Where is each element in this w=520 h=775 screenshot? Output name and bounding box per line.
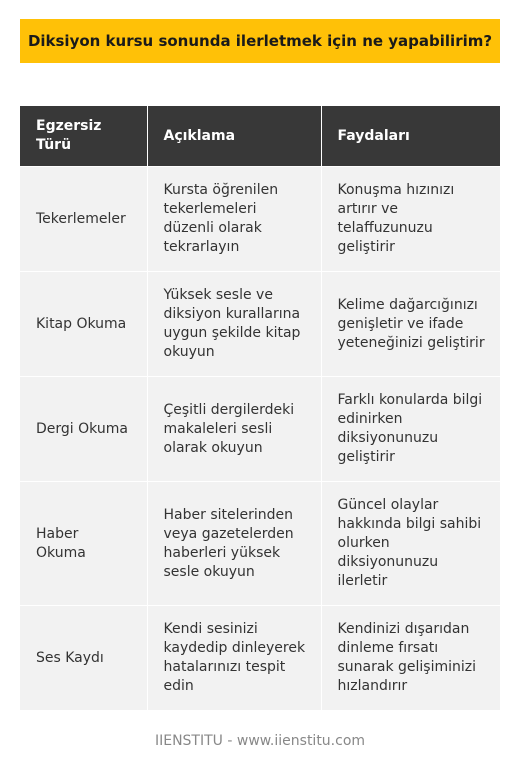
exercise-type-cell: Tekerlemeler xyxy=(20,167,147,272)
benefits-cell: Konuşma hızınızı artırır ve telaffuzunuzu geliştirir xyxy=(321,167,500,272)
table-row xyxy=(20,377,500,482)
page-title-banner xyxy=(20,19,500,63)
exercise-type-cell: Haber Okuma xyxy=(20,482,147,606)
description-cell: Haber sitelerinden veya gazetelerden haberleri yüksek sesle okuyun xyxy=(147,482,321,606)
exercise-type-cell: Ses Kaydı xyxy=(20,606,147,711)
description-cell: Çeşitli dergilerdeki makaleleri sesli olarak okuyun xyxy=(147,377,321,482)
benefits-cell: Kendinizi dışarıdan dinleme fırsatı sunarak gelişiminizi hızlandırır xyxy=(321,606,500,711)
table-header-row xyxy=(20,106,500,167)
exercise-type-cell: Kitap Okuma xyxy=(20,272,147,377)
benefits-cell: Kelime dağarcığınızı genişletir ve ifade yeteneğinizi geliştirir xyxy=(321,272,500,377)
table-row xyxy=(20,272,500,377)
description-cell: Yüksek sesle ve diksiyon kurallarına uygun şekilde kitap okuyun xyxy=(147,272,321,377)
footer-credit: IIENSTITU - www.iienstitu.com xyxy=(154,733,366,749)
description-cell: Kursta öğrenilen tekerlemeleri düzenli olarak tekrarlayın xyxy=(147,167,321,272)
column-header-type: Egzersiz Türü xyxy=(20,106,147,167)
description-cell: Kendi sesinizi kaydedip dinleyerek hatalarınızı tespit edin xyxy=(147,606,321,711)
benefits-cell: Farklı konularda bilgi edinirken diksiyonunuzu geliştirir xyxy=(321,377,500,482)
table-row xyxy=(20,482,500,606)
page-title: Diksiyon kursu sonunda ilerletmek için ne yapabilirim? xyxy=(27,32,493,50)
table-row xyxy=(20,606,500,711)
column-header-description: Açıklama xyxy=(147,106,321,167)
exercise-type-cell: Dergi Okuma xyxy=(20,377,147,482)
table-row xyxy=(20,167,500,272)
benefits-cell: Güncel olaylar hakkında bilgi sahibi olurken diksiyonunuzu ilerletir xyxy=(321,482,500,606)
exercise-table xyxy=(20,106,500,710)
column-header-benefits: Faydaları xyxy=(321,106,500,167)
